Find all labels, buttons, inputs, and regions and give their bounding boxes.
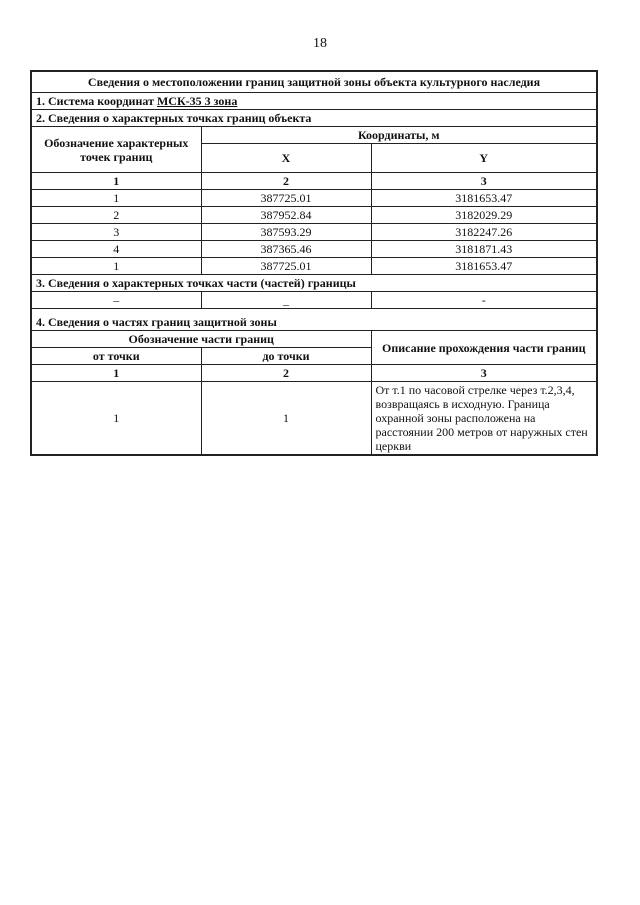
section4-header-row [31,331,597,348]
col-part-description: Описание прохождения части границ [371,331,597,365]
col-coordinates: Координаты, м [201,127,597,144]
x-cell: 387365.46 [201,241,371,258]
point-cell: 3 [31,224,201,241]
point-cell: 2 [31,207,201,224]
section2-header-row [31,127,597,144]
col-x: X [201,144,371,173]
col-number: 1 [31,365,201,382]
x-cell: 387725.01 [201,190,371,207]
table-title-row [31,71,597,93]
section2-number-row [31,173,597,190]
table-row [31,224,597,241]
y-cell: 3181871.43 [371,241,597,258]
table-row [31,207,597,224]
section1-label: 1. Система координат [36,94,154,108]
col-number: 2 [201,365,371,382]
y-cell: 3181653.47 [371,190,597,207]
col-to-point: до точки [201,348,371,365]
section4-row [31,309,597,331]
description-cell: От т.1 по часовой стрелке через т.2,3,4, возвращаясь в исходную. Граница охранной зоны расположена на расстоянии 200 метров от наружных стен церкви [371,382,597,456]
x-cell: 387593.29 [201,224,371,241]
x-cell: 387725.01 [201,258,371,275]
table-title: Сведения о местоположении границ защитной зоны объекта культурного наследия [31,71,597,93]
section3-empty-row [31,292,597,309]
col-number: 3 [371,365,597,382]
empty-cell: – [31,292,201,309]
col-point-designation: Обозначение характерных точек границ [31,127,201,173]
to-point-cell: 1 [201,382,371,456]
col-part-designation: Обозначение части границ [31,331,371,348]
section3-label: 3. Сведения о характерных точках части (частей) границы [31,275,597,292]
col-y: Y [371,144,597,173]
point-cell: 1 [31,190,201,207]
empty-cell: _ [201,292,371,309]
y-cell: 3182247.26 [371,224,597,241]
y-cell: 3182029.29 [371,207,597,224]
col-number: 3 [371,173,597,190]
col-from-point: от точки [31,348,201,365]
from-point-cell: 1 [31,382,201,456]
table-row [31,258,597,275]
table-row [31,382,597,456]
empty-cell: - [371,292,597,309]
col-number: 1 [31,173,201,190]
page-number: 18 [313,36,327,51]
section4-label: 4. Сведения о частях границ защитной зоны [31,309,597,331]
table-row [31,190,597,207]
col-number: 2 [201,173,371,190]
section3-row [31,275,597,292]
section4-number-row [31,365,597,382]
table-row [31,241,597,258]
x-cell: 387952.84 [201,207,371,224]
coordinate-system-value: МСК-35 3 зона [156,94,238,108]
y-cell: 3181653.47 [371,258,597,275]
section2-row [31,110,597,127]
point-cell: 4 [31,241,201,258]
section2-label: 2. Сведения о характерных точках границ объекта [31,110,597,127]
boundary-table [30,70,598,456]
section1-row [31,93,597,110]
point-cell: 1 [31,258,201,275]
